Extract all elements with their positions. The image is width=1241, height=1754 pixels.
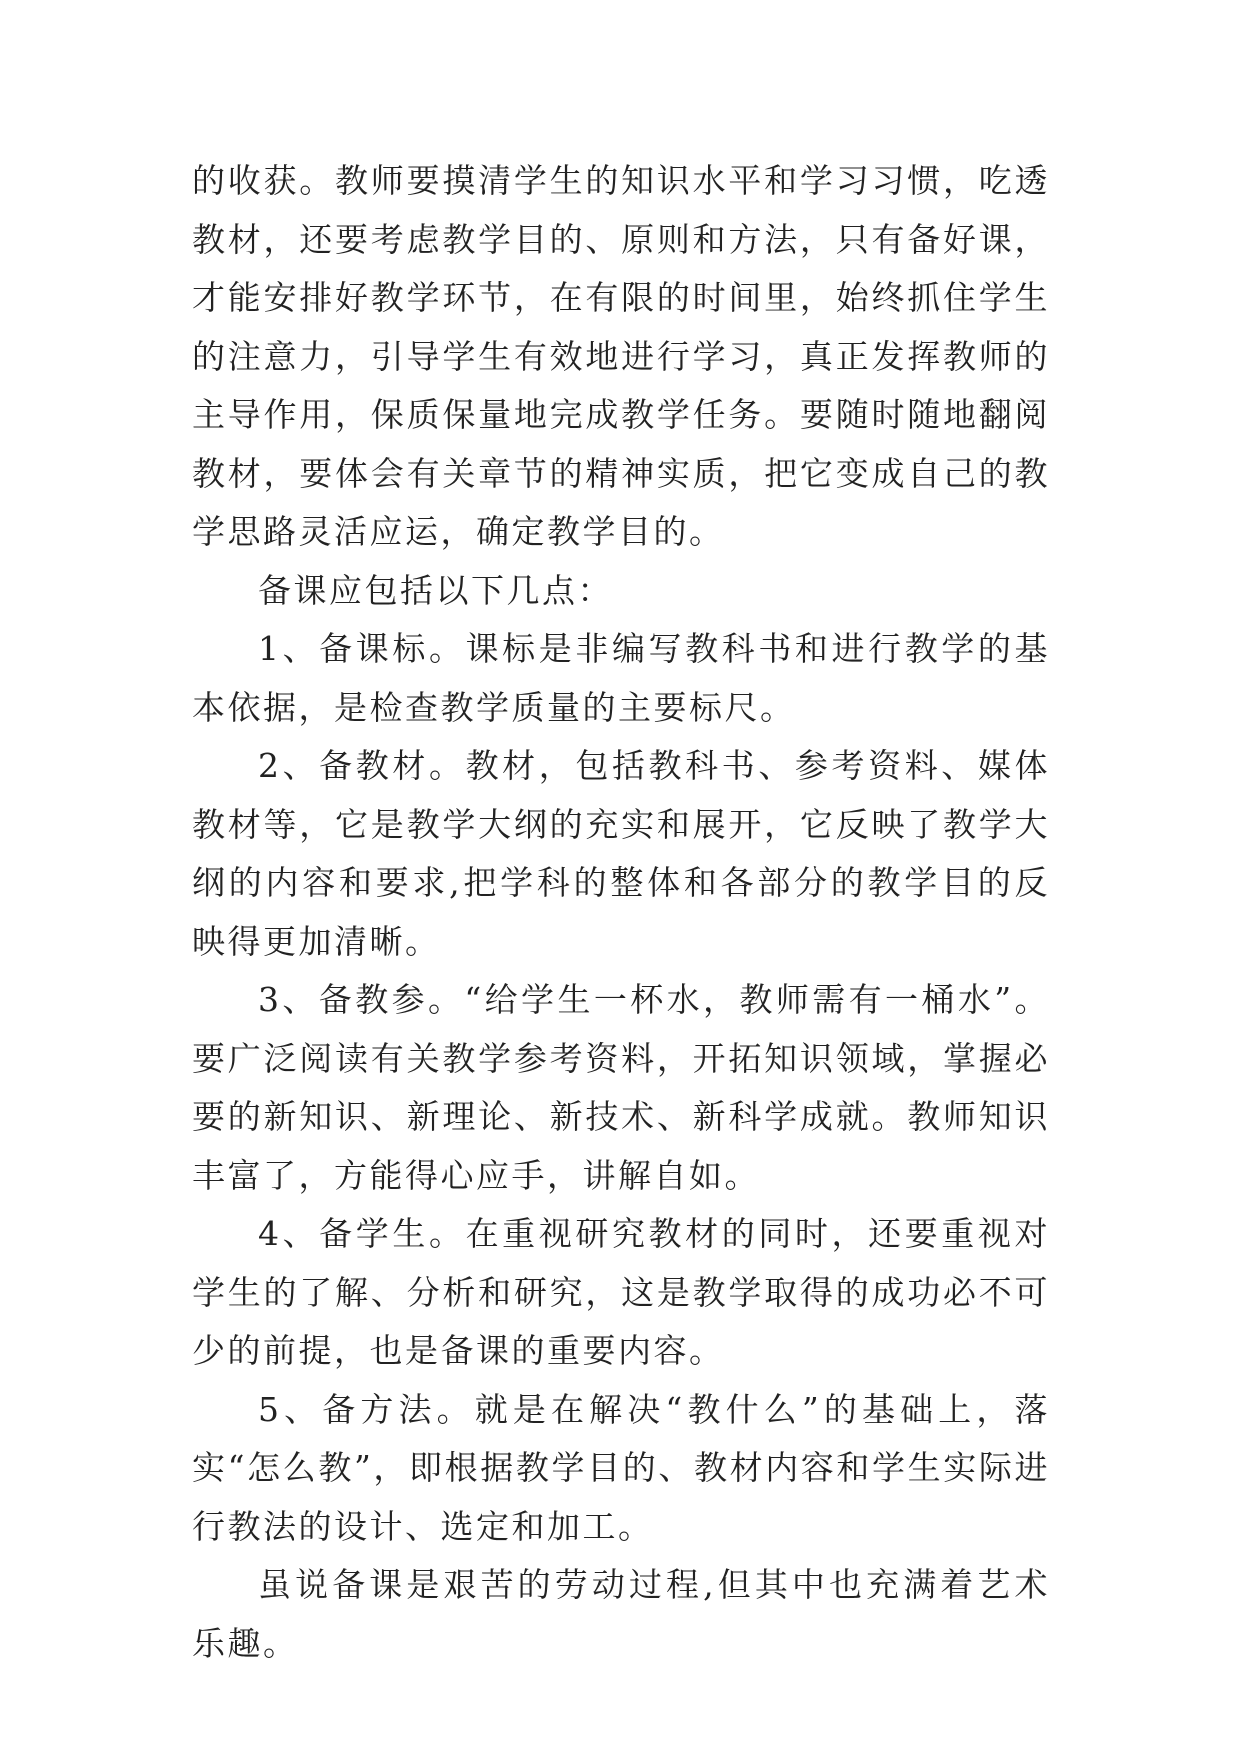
paragraph-intro: 备课应包括以下几点： [258,570,613,610]
document-body [192,152,1050,1673]
paragraph-closing: 虽说备课是艰苦的劳动过程,但其中也充满着艺术乐趣。 [192,1565,1050,1663]
paragraph-continuation: 的收获。教师要摸清学生的知识水平和学习习惯，吃透教材，还要考虑教学目的、原则和方法，只有备好课，才能安排好教学环节，在有限的时间里，始终抓住学生的注意力，引导学生有效地进行学习，真正发挥教师的主导作用，保质保量地完成教学任务。要随时随地翻阅教材，要体会有关章节的精神实质，把它变成自己的教学思路灵活应运，确定教学目的。 [192,161,1050,551]
paragraph-item-1: 1、备课标。课标是非编写教科书和进行教学的基本依据，是检查教学质量的主要标尺。 [192,629,1050,727]
paragraph-item-4: 4、备学生。在重视研究教材的同时，还要重视对学生的了解、分析和研究，这是教学取得的成功必不可少的前提，也是备课的重要内容。 [192,1214,1050,1370]
paragraph-item-5: 5、备方法。就是在解决“教什么”的基础上，落实“怎么教”，即根据教学目的、教材内容和学生实际进行教法的设计、选定和加工。 [192,1389,1050,1546]
paragraph-item-2: 2、备教材。教材，包括教科书、参考资料、媒体教材等，它是教学大纲的充实和展开，它反映了教学大纲的内容和要求,把学科的整体和各部分的教学目的反映得更加清晰。 [192,746,1050,961]
paragraph-item-3: 3、备教参。“给学生一杯水，教师需有一桶水”。要广泛阅读有关教学参考资料，开拓知识领域，掌握必要的新知识、新理论、新技术、新科学成就。教师知识丰富了，方能得心应手，讲解自如。 [192,980,1050,1195]
